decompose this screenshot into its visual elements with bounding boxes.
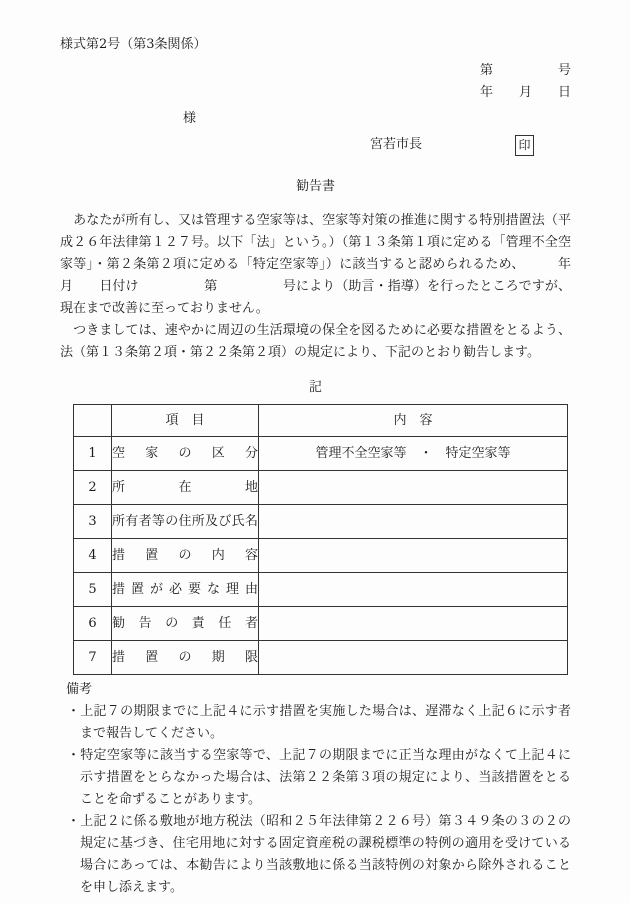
row-no: 2 <box>74 471 112 505</box>
remarks-note: ・上記７の期限までに上記４に示す措置を実施した場合は、遅滞なく上記６に示す者まで報告してください。 <box>67 704 571 741</box>
date-line: 年 月 日 <box>479 85 571 100</box>
remarks-note: ・特定空家等に該当する空家等で、上記７の期限までに正当な理由がなくて上記４に示す措置をとらなかった場合は、法第２２条第３項の規定により、当該措置をとることを命ずることがあります。 <box>67 748 571 807</box>
row-no: 7 <box>74 641 112 675</box>
row-item: 所在地 <box>112 471 259 505</box>
row-content <box>259 505 568 539</box>
row-no: 1 <box>74 437 112 471</box>
sender-title: 宮若市長 <box>370 137 423 152</box>
header-content: 内 容 <box>259 405 568 437</box>
row-no: 4 <box>74 539 112 573</box>
addressee-line <box>60 108 571 130</box>
row-item: 所有者等の住所及び氏名 <box>112 505 259 539</box>
sender-line <box>60 132 571 158</box>
form-number-label: 様式第2号（第3条関係） <box>60 37 207 52</box>
row-content <box>259 607 568 641</box>
header-no <box>74 405 112 437</box>
ki-label: 記 <box>308 380 322 395</box>
row-content <box>259 573 568 607</box>
row-content <box>259 641 568 675</box>
page-title: 勧告書 <box>295 179 335 194</box>
table-row <box>74 505 568 539</box>
body-paragraph-1: あなたが所有し、又は管理する空家等は、空家等対策の推進に関する特別措置法（平成２６年法律第１２７号。以下「法」という。）（第１３条第１項に定める「管理不全空家等」・第２条第２項に定める「特定空家等」）に該当すると認められるため、 年 月 日付け 第 号により（助言・指導）を行ったところですが、現在まで改善に至っておりません。 <box>60 213 598 316</box>
row-item: 措置の期限 <box>112 641 259 675</box>
remarks-label: 備考 <box>66 682 93 697</box>
row-no: 5 <box>74 573 112 607</box>
document-number-line: 第 号 <box>479 63 571 78</box>
row-item: 措置の内容 <box>112 539 259 573</box>
row-content <box>259 471 568 505</box>
table-row <box>74 573 568 607</box>
row-content <box>259 539 568 573</box>
table-header-row <box>74 405 568 437</box>
table-row <box>74 641 568 675</box>
seal-box <box>515 135 534 156</box>
row-content: 管理不全空家等 ・ 特定空家等 <box>259 437 568 471</box>
row-item: 勧告の責任者 <box>112 607 259 641</box>
table-row <box>74 437 568 471</box>
row-no: 3 <box>74 505 112 539</box>
row-no: 6 <box>74 607 112 641</box>
seal-mark: 印 <box>518 138 531 152</box>
table-row <box>74 539 568 573</box>
body-paragraph-2: つきましては、速やかに周辺の生活環境の保全を図るために必要な措置をとるよう、法（第１３条第２項・第２２条第２項）の規定により、下記のとおり勧告します。 <box>60 323 571 360</box>
remarks-note: ・上記２に係る敷地が地方税法（昭和２５年法律第２２６号）第３４９条の３の２の規定に基づき、住宅用地に対する固定資産税の課税標準の特例の適用を受けている場合にあっては、本勧告により当該敷地に係る当該特例の対象から除外されることを申し添えます。 <box>67 814 571 895</box>
table-row <box>74 607 568 641</box>
header-item: 項 目 <box>112 405 259 437</box>
recommendation-table <box>73 404 568 675</box>
row-item: 措置が必要な理由 <box>112 573 259 607</box>
row-item: 空家の区分 <box>112 437 259 471</box>
addressee-suffix: 様 <box>183 111 197 126</box>
table-row <box>74 471 568 505</box>
